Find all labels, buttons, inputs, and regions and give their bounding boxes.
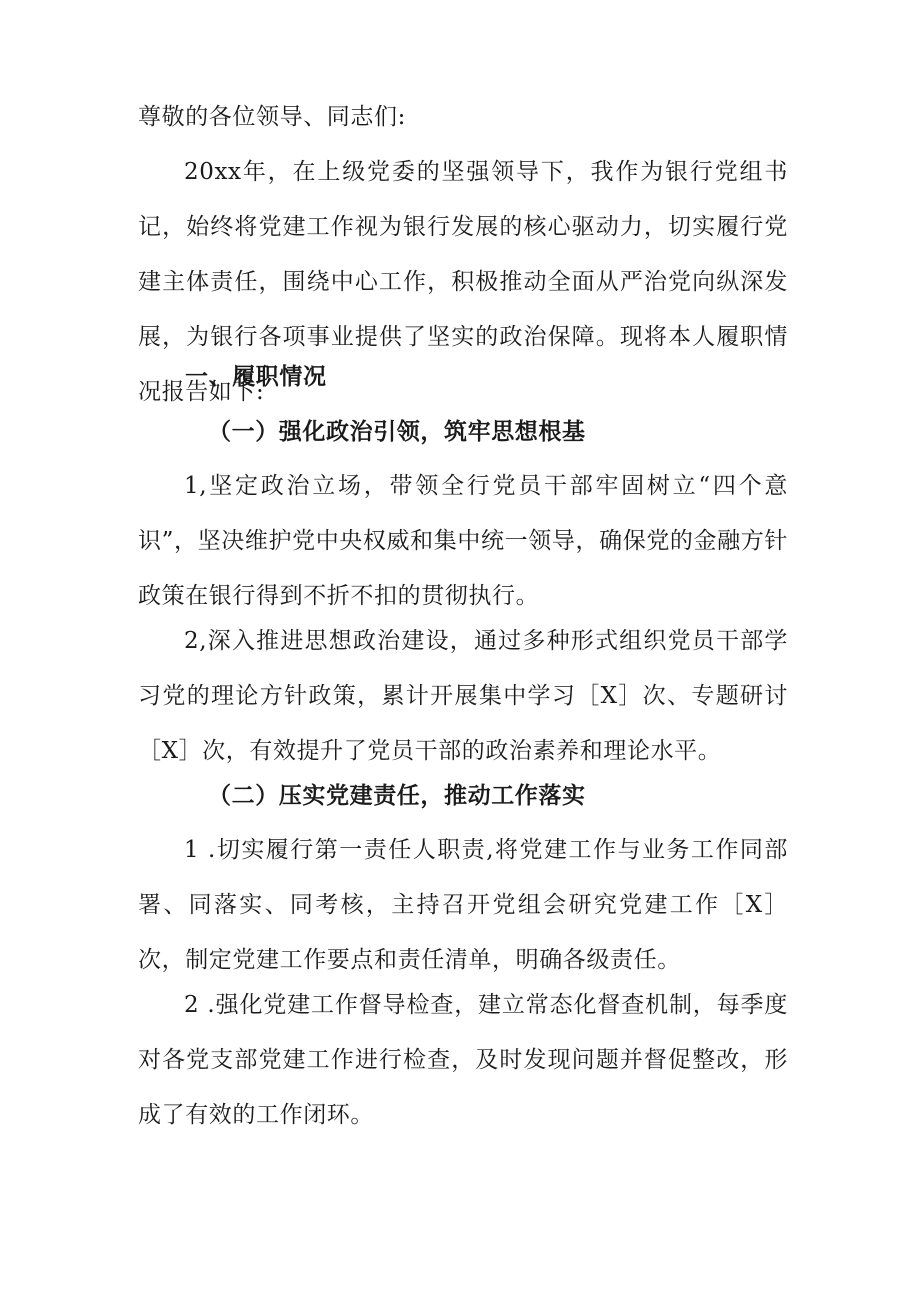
section-heading-1: 一、履职情况 [185,363,327,390]
subsection2-item-1: 1 .切实履行第一责任人职责,将党建工作与业务工作同部署、同落实、同考核，主持召开党组会研究党建工作［X］次，制定党建工作要点和责任清单，明确各级责任。 [138,837,788,973]
salutation: 尊敬的各位领导、同志们: [138,104,406,130]
subsection-heading-2: （二）压实党建责任，推动工作落实 [208,782,586,809]
subsection1-item-2: 2,深入推进思想政治建设，通过多种形式组织党员干部学习党的理论方针政策，累计开展集中学习［X］次、专题研讨［X］次，有效提升了党员干部的政治素养和理论水平。 [138,628,788,764]
subsection1-item-1: 1,坚定政治立场，带领全行党员干部牢固树立“四个意识”，坚决维护党中央权威和集中统一领导，确保党的金融方针政策在银行得到不折不扣的贯彻执行。 [138,473,788,609]
intro-paragraph: 20xx年，在上级党委的坚强领导下，我作为银行党组书记，始终将党建工作视为银行发展的核心驱动力，切实履行党建主体责任，围绕中心工作，积极推动全面从严治党向纵深发展，为银行各项事业提供了坚实的政治保障。现将本人履职情况报告如下: [138,159,788,405]
subsection-heading-1: （一）强化政治引领，筑牢思想根基 [208,418,586,445]
subsection2-item-2: 2 .强化党建工作督导检查，建立常态化督查机制，每季度对各党支部党建工作进行检查，及时发现问题并督促整改，形成了有效的工作闭环。 [138,992,788,1128]
